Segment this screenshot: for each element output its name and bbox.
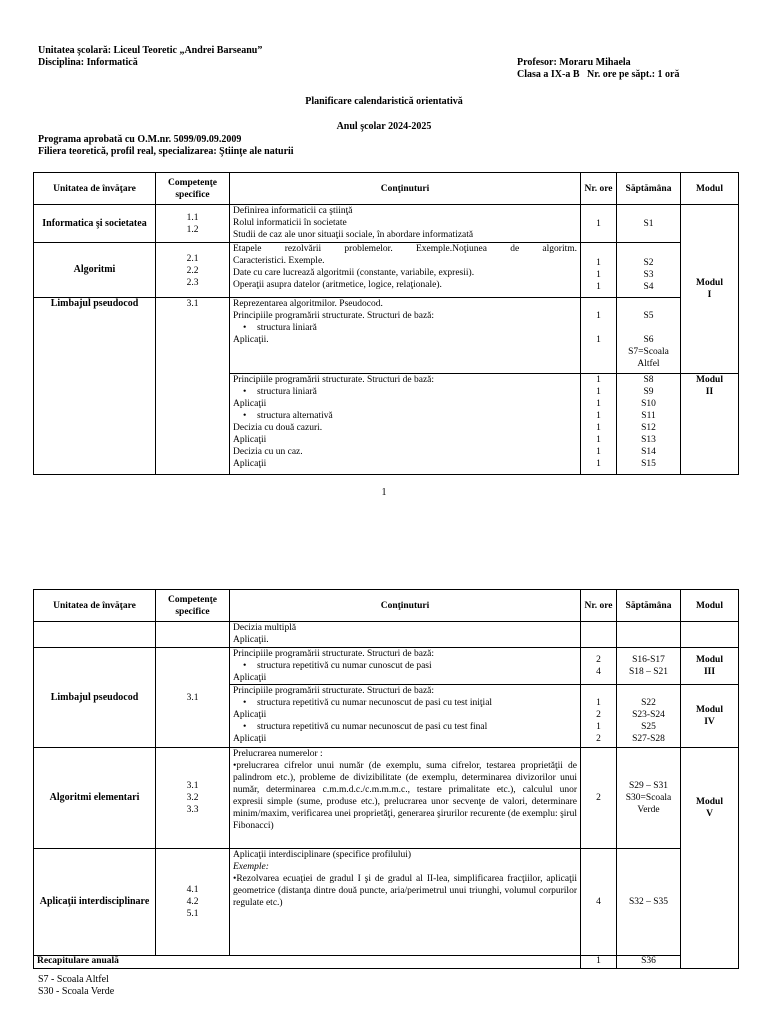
table-row bbox=[34, 956, 739, 969]
footnote: S30 - Scoala Verde bbox=[38, 986, 115, 997]
hours-cell bbox=[581, 622, 617, 648]
content-cell: Prelucrarea numerelor : •prelucrarea cifrelor unui număr (de exemplu, suma cifrelor, testarea proprietăţii de palindrom etc.), probleme de divizibilitate (de exemplu, determinarea divizorilor unui număr, determinarea c.m.m.d.c./c.m.m.m.c., testare primalitate etc.), calculul unor expresii simple (sume, produse etc.), prelucrarea unor secvenţe de valori, determinare minim/maxim, verificarea unei proprietăţi, generarea şirurilor recurente (de exemplu: şirul Fibonacci) bbox=[230, 748, 581, 849]
table-row bbox=[34, 243, 739, 298]
plan-table-page-2 bbox=[33, 589, 739, 969]
module-cell bbox=[681, 622, 739, 648]
content-cell: Reprezentarea algoritmilor. Pseudocod. Principiile programării structurate. Structuri de bază: • structura liniară Aplicaţii. bbox=[230, 298, 581, 374]
col-hours-header: Nr. ore bbox=[581, 173, 617, 205]
recap-label: Recapitulare anuală bbox=[34, 956, 581, 969]
hours-cell: 2 4 bbox=[581, 648, 617, 685]
comp-cell: 2.1 2.2 2.3 bbox=[156, 243, 230, 298]
week-cell: S8 S9 S10 S11 S12 S13 S14 S15 bbox=[617, 374, 681, 475]
module-cell: Modul IV bbox=[681, 685, 739, 748]
col-week-header: Săptămâna bbox=[617, 173, 681, 205]
week-cell: S29 – S31 S30=Scoala Verde bbox=[617, 748, 681, 849]
school-year: Anul şcolar 2024-2025 bbox=[336, 121, 432, 132]
school-name: Unitatea şcolară: Liceul Teoretic „Andrei Barseanu” bbox=[38, 45, 263, 56]
comp-cell: 3.1 bbox=[156, 648, 230, 748]
week-cell: S2 S3 S4 bbox=[617, 243, 681, 298]
unit-cell bbox=[34, 622, 156, 648]
content-cell: Aplicaţii interdisciplinare (specifice profilului) Exemple: •Rezolvarea ecuaţiei de gradul I şi de gradul al II-lea, simplificarea fracţiilor, aplicaţii geometrice (distanţa dintre două puncte, aria/perimetrul unui triunghi, volumul corpurilor regulate etc.) bbox=[230, 849, 581, 956]
plan-table-page-1 bbox=[33, 172, 739, 475]
hours-cell: 1 2 1 2 bbox=[581, 685, 617, 748]
profile-info: Filiera teoretică, profil real, specializarea: Ştiinţe ale naturii bbox=[38, 146, 294, 157]
col-content-header: Conţinuturi bbox=[230, 590, 581, 622]
col-module-header: Modul bbox=[681, 590, 739, 622]
table-row bbox=[34, 849, 739, 956]
teacher: Profesor: Moraru Mihaela bbox=[517, 57, 631, 68]
module-cell: Modul V bbox=[681, 748, 739, 969]
content-cell: Definirea informaticii ca ştiinţă Rolul informaticii în societate Studii de caz ale unor situaţii sociale, în abordare informatizată bbox=[230, 205, 581, 243]
col-unit-header: Unitatea de învăţare bbox=[34, 590, 156, 622]
program-order: Programa aprobată cu O.M.nr. 5099/09.09.2009 bbox=[38, 134, 242, 145]
unit-cell: Aplicaţii interdisciplinare bbox=[34, 849, 156, 956]
comp-cell bbox=[156, 622, 230, 648]
content-cell: Principiile programării structurate. Structuri de bază: • structura repetitivă cu numar cunoscut de pasi Aplicaţii bbox=[230, 648, 581, 685]
table-row bbox=[34, 648, 739, 685]
comp-cell: 3.1 3.2 3.3 bbox=[156, 748, 230, 849]
col-comp-header: Competenţe specifice bbox=[156, 173, 230, 205]
hours-cell: 1 1 1 1 1 1 1 1 bbox=[581, 374, 617, 475]
document-title: Planificare calendaristică orientativă bbox=[305, 96, 463, 107]
module-cell: Modul II bbox=[681, 374, 739, 475]
col-hours-header: Nr. ore bbox=[581, 590, 617, 622]
comp-cell: 4.1 4.2 5.1 bbox=[156, 849, 230, 956]
hours-cell: 4 bbox=[581, 849, 617, 956]
unit-cell: Limbajul pseudocod bbox=[34, 298, 156, 475]
hours-cell: 2 bbox=[581, 748, 617, 849]
table-row bbox=[34, 622, 739, 648]
content-cell: Principiile programării structurate. Structuri de bază: • structura liniară Aplicaţii • structura alternativă Decizia cu două cazuri. Aplicaţii Decizia cu un caz. Aplicaţii bbox=[230, 374, 581, 475]
table-row bbox=[34, 748, 739, 849]
col-week-header: Săptămâna bbox=[617, 590, 681, 622]
week-cell: S16-S17 S18 – S21 bbox=[617, 648, 681, 685]
table-row bbox=[34, 205, 739, 243]
hours-cell: 1 1 bbox=[581, 298, 617, 374]
col-comp-header: Competenţe specifice bbox=[156, 590, 230, 622]
unit-cell: Limbajul pseudocod bbox=[34, 648, 156, 748]
col-content-header: Conţinuturi bbox=[230, 173, 581, 205]
hours-cell: 1 bbox=[581, 956, 617, 969]
unit-cell: Algoritmi bbox=[34, 243, 156, 298]
module-cell: Modul III bbox=[681, 648, 739, 685]
footnote: S7 - Scoala Altfel bbox=[38, 974, 109, 985]
page-number: 1 bbox=[381, 487, 387, 498]
comp-cell: 1.1 1.2 bbox=[156, 205, 230, 243]
week-cell: S1 bbox=[617, 205, 681, 243]
col-module-header: Modul bbox=[681, 173, 739, 205]
week-cell: S5 S6 S7=Scoala Altfel bbox=[617, 298, 681, 374]
week-cell: S22 S23-S24 S25 S27-S28 bbox=[617, 685, 681, 748]
class-info: Clasa a IX-a B Nr. ore pe săpt.: 1 oră bbox=[517, 69, 680, 80]
content-cell: Principiile programării structurate. Structuri de bază: • structura repetitivă cu numar necunoscut de pasi cu test iniţial Aplicaţii • structura repetitivă cu numar necunoscut de pasi cu test final Aplicaţii bbox=[230, 685, 581, 748]
week-cell bbox=[617, 622, 681, 648]
col-unit-header: Unitatea de învăţare bbox=[34, 173, 156, 205]
unit-cell: Informatica şi societatea bbox=[34, 205, 156, 243]
content-cell: Etapele rezolvării problemelor. Exemple.Noţiunea de algoritm. Caracteristici. Exemple. Date cu care lucrează algoritmii (constante, variabile, expresii). Operaţii asupra datelor (aritmetice, logice, relaţionale). bbox=[230, 243, 581, 298]
hours-cell: 1 bbox=[581, 205, 617, 243]
week-cell: S36 bbox=[617, 956, 681, 969]
discipline: Disciplina: Informatică bbox=[38, 57, 138, 68]
table-row bbox=[34, 298, 739, 374]
unit-cell: Algoritmi elementari bbox=[34, 748, 156, 849]
content-cell: Decizia multiplă Aplicaţii. bbox=[230, 622, 581, 648]
comp-cell: 3.1 bbox=[156, 298, 230, 475]
hours-cell: 1 1 1 bbox=[581, 243, 617, 298]
module-cell: Modul I bbox=[681, 205, 739, 374]
week-cell: S32 – S35 bbox=[617, 849, 681, 956]
